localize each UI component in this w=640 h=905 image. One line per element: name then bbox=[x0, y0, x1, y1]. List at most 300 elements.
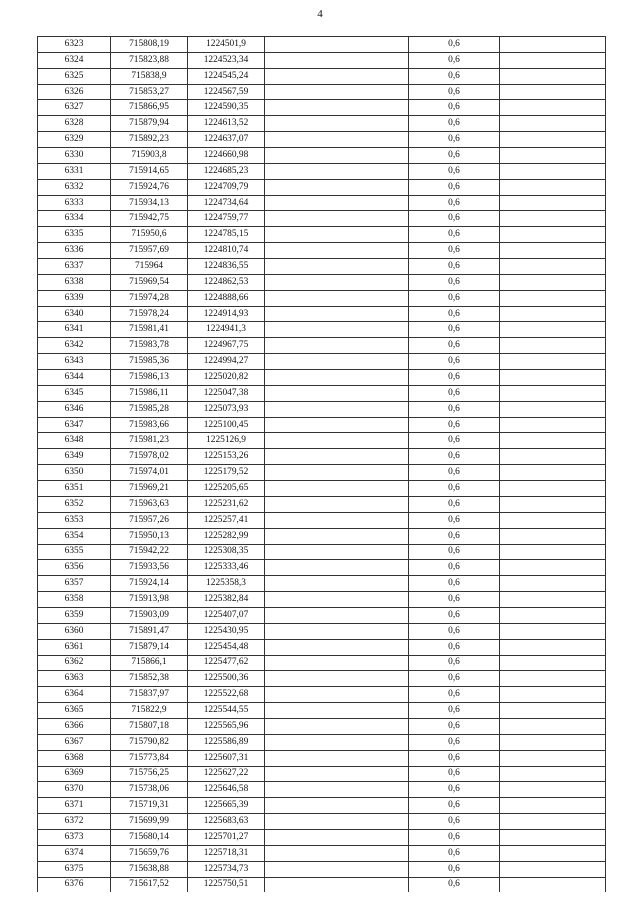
y-coordinate-cell: 1224967,75 bbox=[188, 338, 265, 354]
accuracy-cell: 0,6 bbox=[409, 100, 500, 116]
table-row bbox=[38, 639, 606, 655]
table-row bbox=[38, 465, 606, 481]
accuracy-cell: 0,6 bbox=[409, 639, 500, 655]
x-coordinate-cell: 715981,41 bbox=[111, 322, 188, 338]
x-coordinate-cell: 715903,8 bbox=[111, 148, 188, 164]
point-number-cell: 6363 bbox=[38, 671, 111, 687]
empty-cell bbox=[265, 227, 409, 243]
x-coordinate-cell: 715983,66 bbox=[111, 417, 188, 433]
empty-cell bbox=[265, 560, 409, 576]
accuracy-cell: 0,6 bbox=[409, 243, 500, 259]
point-number-cell: 6369 bbox=[38, 766, 111, 782]
point-number-cell: 6359 bbox=[38, 607, 111, 623]
x-coordinate-cell: 715985,36 bbox=[111, 354, 188, 370]
x-coordinate-cell: 715822,9 bbox=[111, 703, 188, 719]
accuracy-cell: 0,6 bbox=[409, 195, 500, 211]
y-coordinate-cell: 1225073,93 bbox=[188, 401, 265, 417]
table-row bbox=[38, 512, 606, 528]
accuracy-cell: 0,6 bbox=[409, 576, 500, 592]
empty-cell bbox=[265, 496, 409, 512]
accuracy-cell: 0,6 bbox=[409, 798, 500, 814]
x-coordinate-cell: 715913,98 bbox=[111, 592, 188, 608]
y-coordinate-cell: 1225333,46 bbox=[188, 560, 265, 576]
point-number-cell: 6331 bbox=[38, 163, 111, 179]
point-number-cell: 6330 bbox=[38, 148, 111, 164]
x-coordinate-cell: 715853,27 bbox=[111, 84, 188, 100]
empty-cell bbox=[265, 782, 409, 798]
y-coordinate-cell: 1224836,55 bbox=[188, 259, 265, 275]
x-coordinate-cell: 715957,26 bbox=[111, 512, 188, 528]
point-number-cell: 6368 bbox=[38, 750, 111, 766]
point-number-cell: 6335 bbox=[38, 227, 111, 243]
point-number-cell: 6365 bbox=[38, 703, 111, 719]
empty-cell bbox=[265, 100, 409, 116]
accuracy-cell: 0,6 bbox=[409, 845, 500, 861]
point-number-cell: 6373 bbox=[38, 829, 111, 845]
table-row bbox=[38, 401, 606, 417]
y-coordinate-cell: 1225231,62 bbox=[188, 496, 265, 512]
y-coordinate-cell: 1224888,66 bbox=[188, 290, 265, 306]
y-coordinate-cell: 1224637,07 bbox=[188, 132, 265, 148]
y-coordinate-cell: 1224709,79 bbox=[188, 179, 265, 195]
point-number-cell: 6376 bbox=[38, 877, 111, 892]
y-coordinate-cell: 1225701,27 bbox=[188, 829, 265, 845]
empty-cell bbox=[500, 782, 606, 798]
accuracy-cell: 0,6 bbox=[409, 52, 500, 68]
y-coordinate-cell: 1225282,99 bbox=[188, 528, 265, 544]
x-coordinate-cell: 715963,63 bbox=[111, 496, 188, 512]
y-coordinate-cell: 1225126,9 bbox=[188, 433, 265, 449]
empty-cell bbox=[500, 544, 606, 560]
empty-cell bbox=[265, 179, 409, 195]
y-coordinate-cell: 1225454,48 bbox=[188, 639, 265, 655]
empty-cell bbox=[500, 84, 606, 100]
x-coordinate-cell: 715974,01 bbox=[111, 465, 188, 481]
empty-cell bbox=[265, 750, 409, 766]
empty-cell bbox=[265, 845, 409, 861]
point-number-cell: 6326 bbox=[38, 84, 111, 100]
empty-cell bbox=[265, 385, 409, 401]
empty-cell bbox=[500, 560, 606, 576]
empty-cell bbox=[265, 259, 409, 275]
point-number-cell: 6344 bbox=[38, 370, 111, 386]
table-row bbox=[38, 718, 606, 734]
accuracy-cell: 0,6 bbox=[409, 385, 500, 401]
y-coordinate-cell: 1225500,36 bbox=[188, 671, 265, 687]
empty-cell bbox=[265, 576, 409, 592]
table-row bbox=[38, 132, 606, 148]
point-number-cell: 6343 bbox=[38, 354, 111, 370]
empty-cell bbox=[500, 734, 606, 750]
empty-cell bbox=[500, 465, 606, 481]
empty-cell bbox=[265, 703, 409, 719]
accuracy-cell: 0,6 bbox=[409, 481, 500, 497]
table-row bbox=[38, 829, 606, 845]
x-coordinate-cell: 715852,38 bbox=[111, 671, 188, 687]
empty-cell bbox=[500, 211, 606, 227]
y-coordinate-cell: 1225382,84 bbox=[188, 592, 265, 608]
point-number-cell: 6324 bbox=[38, 52, 111, 68]
accuracy-cell: 0,6 bbox=[409, 703, 500, 719]
table-row bbox=[38, 560, 606, 576]
point-number-cell: 6346 bbox=[38, 401, 111, 417]
accuracy-cell: 0,6 bbox=[409, 116, 500, 132]
y-coordinate-cell: 1225586,89 bbox=[188, 734, 265, 750]
accuracy-cell: 0,6 bbox=[409, 814, 500, 830]
y-coordinate-cell: 1224613,52 bbox=[188, 116, 265, 132]
empty-cell bbox=[265, 623, 409, 639]
table-row bbox=[38, 116, 606, 132]
table-row bbox=[38, 766, 606, 782]
table-row bbox=[38, 655, 606, 671]
point-number-cell: 6345 bbox=[38, 385, 111, 401]
y-coordinate-cell: 1225750,51 bbox=[188, 877, 265, 892]
accuracy-cell: 0,6 bbox=[409, 37, 500, 53]
empty-cell bbox=[500, 687, 606, 703]
table-row bbox=[38, 703, 606, 719]
x-coordinate-cell: 715978,02 bbox=[111, 449, 188, 465]
x-coordinate-cell: 715738,06 bbox=[111, 782, 188, 798]
accuracy-cell: 0,6 bbox=[409, 687, 500, 703]
x-coordinate-cell: 715924,14 bbox=[111, 576, 188, 592]
empty-cell bbox=[265, 718, 409, 734]
accuracy-cell: 0,6 bbox=[409, 671, 500, 687]
x-coordinate-cell: 715879,14 bbox=[111, 639, 188, 655]
empty-cell bbox=[500, 100, 606, 116]
table-row bbox=[38, 338, 606, 354]
x-coordinate-cell: 715981,23 bbox=[111, 433, 188, 449]
y-coordinate-cell: 1225100,45 bbox=[188, 417, 265, 433]
table-row bbox=[38, 227, 606, 243]
empty-cell bbox=[265, 37, 409, 53]
table-row bbox=[38, 544, 606, 560]
table-row bbox=[38, 163, 606, 179]
y-coordinate-cell: 1225646,58 bbox=[188, 782, 265, 798]
empty-cell bbox=[500, 655, 606, 671]
accuracy-cell: 0,6 bbox=[409, 370, 500, 386]
empty-cell bbox=[500, 512, 606, 528]
table-row bbox=[38, 576, 606, 592]
empty-cell bbox=[265, 84, 409, 100]
y-coordinate-cell: 1224501,9 bbox=[188, 37, 265, 53]
table-row bbox=[38, 100, 606, 116]
accuracy-cell: 0,6 bbox=[409, 401, 500, 417]
y-coordinate-cell: 1225179,52 bbox=[188, 465, 265, 481]
table-row bbox=[38, 449, 606, 465]
accuracy-cell: 0,6 bbox=[409, 338, 500, 354]
empty-cell bbox=[500, 322, 606, 338]
x-coordinate-cell: 715617,52 bbox=[111, 877, 188, 892]
x-coordinate-cell: 715974,28 bbox=[111, 290, 188, 306]
empty-cell bbox=[265, 211, 409, 227]
y-coordinate-cell: 1224567,59 bbox=[188, 84, 265, 100]
accuracy-cell: 0,6 bbox=[409, 623, 500, 639]
table-row bbox=[38, 37, 606, 53]
empty-cell bbox=[265, 52, 409, 68]
empty-cell bbox=[500, 52, 606, 68]
point-number-cell: 6362 bbox=[38, 655, 111, 671]
table-row bbox=[38, 623, 606, 639]
y-coordinate-cell: 1224545,24 bbox=[188, 68, 265, 84]
point-number-cell: 6325 bbox=[38, 68, 111, 84]
accuracy-cell: 0,6 bbox=[409, 179, 500, 195]
empty-cell bbox=[500, 370, 606, 386]
y-coordinate-cell: 1224685,23 bbox=[188, 163, 265, 179]
table-row bbox=[38, 481, 606, 497]
empty-cell bbox=[500, 845, 606, 861]
empty-cell bbox=[500, 306, 606, 322]
y-coordinate-cell: 1224862,53 bbox=[188, 274, 265, 290]
accuracy-cell: 0,6 bbox=[409, 84, 500, 100]
point-number-cell: 6372 bbox=[38, 814, 111, 830]
empty-cell bbox=[265, 195, 409, 211]
x-coordinate-cell: 715924,76 bbox=[111, 179, 188, 195]
x-coordinate-cell: 715986,13 bbox=[111, 370, 188, 386]
x-coordinate-cell: 715957,69 bbox=[111, 243, 188, 259]
x-coordinate-cell: 715950,6 bbox=[111, 227, 188, 243]
table-row bbox=[38, 179, 606, 195]
table-row bbox=[38, 734, 606, 750]
accuracy-cell: 0,6 bbox=[409, 512, 500, 528]
y-coordinate-cell: 1224810,74 bbox=[188, 243, 265, 259]
table-row bbox=[38, 607, 606, 623]
y-coordinate-cell: 1224759,77 bbox=[188, 211, 265, 227]
accuracy-cell: 0,6 bbox=[409, 544, 500, 560]
y-coordinate-cell: 1225522,68 bbox=[188, 687, 265, 703]
table-row bbox=[38, 592, 606, 608]
empty-cell bbox=[500, 338, 606, 354]
empty-cell bbox=[500, 385, 606, 401]
point-number-cell: 6340 bbox=[38, 306, 111, 322]
empty-cell bbox=[500, 750, 606, 766]
y-coordinate-cell: 1225477,62 bbox=[188, 655, 265, 671]
x-coordinate-cell: 715807,18 bbox=[111, 718, 188, 734]
accuracy-cell: 0,6 bbox=[409, 68, 500, 84]
empty-cell bbox=[265, 481, 409, 497]
y-coordinate-cell: 1225358,3 bbox=[188, 576, 265, 592]
empty-cell bbox=[500, 68, 606, 84]
accuracy-cell: 0,6 bbox=[409, 449, 500, 465]
x-coordinate-cell: 715950,13 bbox=[111, 528, 188, 544]
point-number-cell: 6327 bbox=[38, 100, 111, 116]
empty-cell bbox=[500, 274, 606, 290]
point-number-cell: 6350 bbox=[38, 465, 111, 481]
x-coordinate-cell: 715638,88 bbox=[111, 861, 188, 877]
empty-cell bbox=[265, 861, 409, 877]
table-row bbox=[38, 417, 606, 433]
point-number-cell: 6342 bbox=[38, 338, 111, 354]
empty-cell bbox=[500, 592, 606, 608]
accuracy-cell: 0,6 bbox=[409, 354, 500, 370]
table-row bbox=[38, 52, 606, 68]
table-row bbox=[38, 877, 606, 892]
point-number-cell: 6353 bbox=[38, 512, 111, 528]
table-row bbox=[38, 433, 606, 449]
empty-cell bbox=[500, 829, 606, 845]
accuracy-cell: 0,6 bbox=[409, 750, 500, 766]
empty-cell bbox=[500, 227, 606, 243]
point-number-cell: 6339 bbox=[38, 290, 111, 306]
empty-cell bbox=[500, 401, 606, 417]
table-row bbox=[38, 68, 606, 84]
x-coordinate-cell: 715838,9 bbox=[111, 68, 188, 84]
y-coordinate-cell: 1225153,26 bbox=[188, 449, 265, 465]
x-coordinate-cell: 715934,13 bbox=[111, 195, 188, 211]
empty-cell bbox=[265, 148, 409, 164]
table-row bbox=[38, 671, 606, 687]
x-coordinate-cell: 715903,09 bbox=[111, 607, 188, 623]
point-number-cell: 6333 bbox=[38, 195, 111, 211]
empty-cell bbox=[265, 401, 409, 417]
y-coordinate-cell: 1225205,65 bbox=[188, 481, 265, 497]
accuracy-cell: 0,6 bbox=[409, 465, 500, 481]
point-number-cell: 6328 bbox=[38, 116, 111, 132]
empty-cell bbox=[265, 132, 409, 148]
point-number-cell: 6366 bbox=[38, 718, 111, 734]
accuracy-cell: 0,6 bbox=[409, 496, 500, 512]
table-row bbox=[38, 782, 606, 798]
accuracy-cell: 0,6 bbox=[409, 227, 500, 243]
accuracy-cell: 0,6 bbox=[409, 655, 500, 671]
y-coordinate-cell: 1224590,35 bbox=[188, 100, 265, 116]
accuracy-cell: 0,6 bbox=[409, 417, 500, 433]
accuracy-cell: 0,6 bbox=[409, 132, 500, 148]
x-coordinate-cell: 715699,99 bbox=[111, 814, 188, 830]
point-number-cell: 6351 bbox=[38, 481, 111, 497]
point-number-cell: 6355 bbox=[38, 544, 111, 560]
empty-cell bbox=[265, 766, 409, 782]
y-coordinate-cell: 1224785,15 bbox=[188, 227, 265, 243]
empty-cell bbox=[500, 132, 606, 148]
empty-cell bbox=[265, 687, 409, 703]
empty-cell bbox=[500, 116, 606, 132]
y-coordinate-cell: 1225308,35 bbox=[188, 544, 265, 560]
empty-cell bbox=[500, 148, 606, 164]
empty-cell bbox=[265, 814, 409, 830]
accuracy-cell: 0,6 bbox=[409, 528, 500, 544]
empty-cell bbox=[265, 322, 409, 338]
accuracy-cell: 0,6 bbox=[409, 861, 500, 877]
x-coordinate-cell: 715773,84 bbox=[111, 750, 188, 766]
accuracy-cell: 0,6 bbox=[409, 592, 500, 608]
table-row bbox=[38, 243, 606, 259]
empty-cell bbox=[500, 37, 606, 53]
empty-cell bbox=[265, 68, 409, 84]
table-row bbox=[38, 370, 606, 386]
accuracy-cell: 0,6 bbox=[409, 290, 500, 306]
point-number-cell: 6360 bbox=[38, 623, 111, 639]
empty-cell bbox=[500, 798, 606, 814]
empty-cell bbox=[500, 861, 606, 877]
empty-cell bbox=[500, 243, 606, 259]
x-coordinate-cell: 715891,47 bbox=[111, 623, 188, 639]
x-coordinate-cell: 715986,11 bbox=[111, 385, 188, 401]
y-coordinate-cell: 1225734,73 bbox=[188, 861, 265, 877]
empty-cell bbox=[500, 877, 606, 892]
y-coordinate-cell: 1225430,95 bbox=[188, 623, 265, 639]
x-coordinate-cell: 715680,14 bbox=[111, 829, 188, 845]
coordinates-table bbox=[37, 36, 606, 892]
empty-cell bbox=[265, 306, 409, 322]
point-number-cell: 6370 bbox=[38, 782, 111, 798]
empty-cell bbox=[265, 528, 409, 544]
x-coordinate-cell: 715866,1 bbox=[111, 655, 188, 671]
y-coordinate-cell: 1225607,31 bbox=[188, 750, 265, 766]
empty-cell bbox=[265, 607, 409, 623]
y-coordinate-cell: 1225665,39 bbox=[188, 798, 265, 814]
accuracy-cell: 0,6 bbox=[409, 607, 500, 623]
empty-cell bbox=[265, 655, 409, 671]
accuracy-cell: 0,6 bbox=[409, 322, 500, 338]
point-number-cell: 6358 bbox=[38, 592, 111, 608]
point-number-cell: 6349 bbox=[38, 449, 111, 465]
table-row bbox=[38, 84, 606, 100]
point-number-cell: 6374 bbox=[38, 845, 111, 861]
empty-cell bbox=[265, 639, 409, 655]
point-number-cell: 6367 bbox=[38, 734, 111, 750]
table-row bbox=[38, 322, 606, 338]
point-number-cell: 6352 bbox=[38, 496, 111, 512]
y-coordinate-cell: 1225257,41 bbox=[188, 512, 265, 528]
x-coordinate-cell: 715969,21 bbox=[111, 481, 188, 497]
empty-cell bbox=[265, 243, 409, 259]
empty-cell bbox=[265, 290, 409, 306]
y-coordinate-cell: 1225627,22 bbox=[188, 766, 265, 782]
empty-cell bbox=[265, 449, 409, 465]
empty-cell bbox=[500, 814, 606, 830]
accuracy-cell: 0,6 bbox=[409, 274, 500, 290]
accuracy-cell: 0,6 bbox=[409, 782, 500, 798]
y-coordinate-cell: 1225683,63 bbox=[188, 814, 265, 830]
table-row bbox=[38, 861, 606, 877]
point-number-cell: 6332 bbox=[38, 179, 111, 195]
empty-cell bbox=[265, 734, 409, 750]
y-coordinate-cell: 1225718,31 bbox=[188, 845, 265, 861]
x-coordinate-cell: 715823,88 bbox=[111, 52, 188, 68]
y-coordinate-cell: 1225020,82 bbox=[188, 370, 265, 386]
empty-cell bbox=[500, 703, 606, 719]
empty-cell bbox=[265, 116, 409, 132]
y-coordinate-cell: 1225544,55 bbox=[188, 703, 265, 719]
accuracy-cell: 0,6 bbox=[409, 766, 500, 782]
empty-cell bbox=[500, 639, 606, 655]
empty-cell bbox=[265, 798, 409, 814]
x-coordinate-cell: 715790,82 bbox=[111, 734, 188, 750]
x-coordinate-cell: 715969,54 bbox=[111, 274, 188, 290]
x-coordinate-cell: 715985,28 bbox=[111, 401, 188, 417]
x-coordinate-cell: 715914,65 bbox=[111, 163, 188, 179]
point-number-cell: 6375 bbox=[38, 861, 111, 877]
x-coordinate-cell: 715756,25 bbox=[111, 766, 188, 782]
empty-cell bbox=[500, 179, 606, 195]
x-coordinate-cell: 715719,31 bbox=[111, 798, 188, 814]
table-row bbox=[38, 496, 606, 512]
accuracy-cell: 0,6 bbox=[409, 148, 500, 164]
point-number-cell: 6371 bbox=[38, 798, 111, 814]
x-coordinate-cell: 715837,97 bbox=[111, 687, 188, 703]
point-number-cell: 6323 bbox=[38, 37, 111, 53]
empty-cell bbox=[500, 528, 606, 544]
point-number-cell: 6354 bbox=[38, 528, 111, 544]
x-coordinate-cell: 715892,23 bbox=[111, 132, 188, 148]
empty-cell bbox=[500, 481, 606, 497]
y-coordinate-cell: 1224941,3 bbox=[188, 322, 265, 338]
accuracy-cell: 0,6 bbox=[409, 829, 500, 845]
x-coordinate-cell: 715942,75 bbox=[111, 211, 188, 227]
x-coordinate-cell: 715964 bbox=[111, 259, 188, 275]
point-number-cell: 6356 bbox=[38, 560, 111, 576]
table-row bbox=[38, 750, 606, 766]
